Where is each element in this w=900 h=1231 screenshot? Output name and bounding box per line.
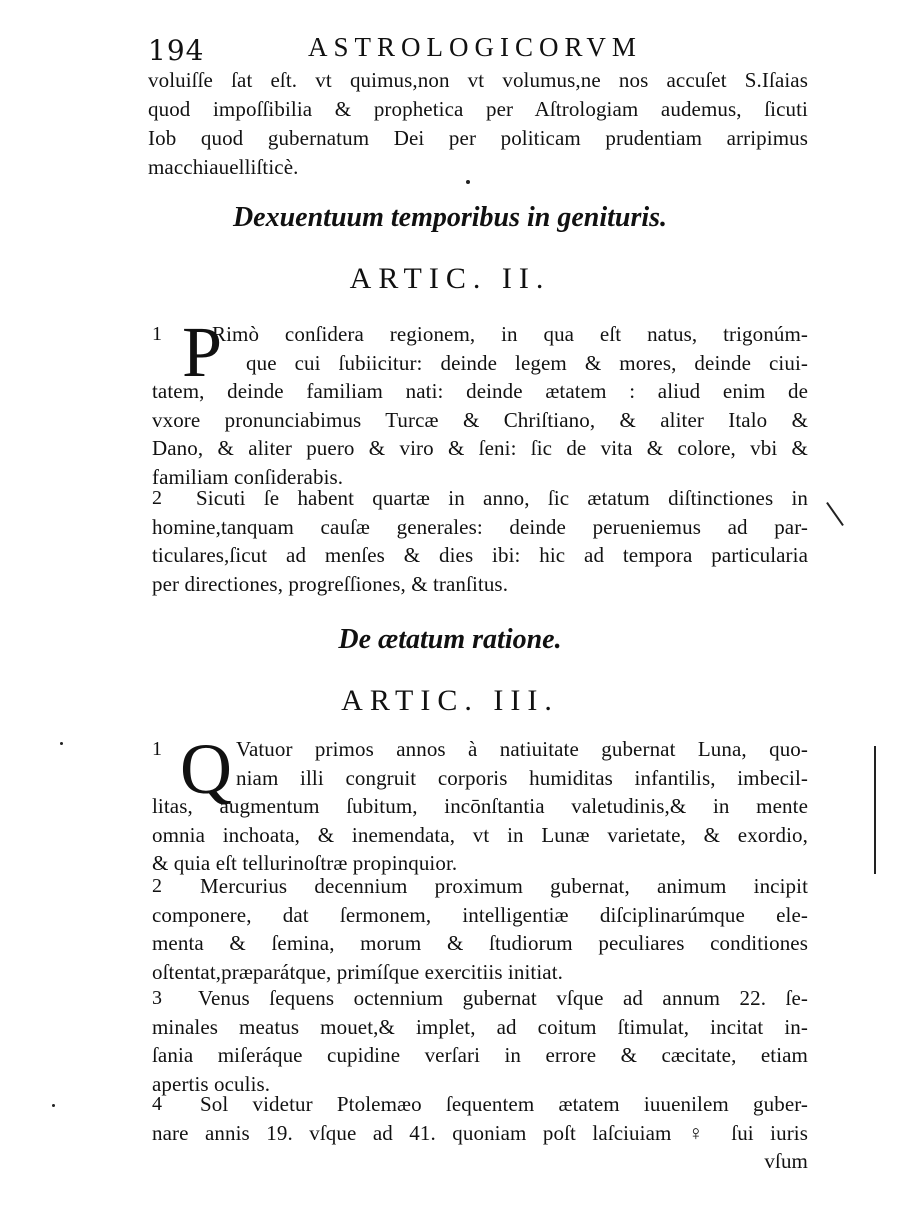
section-heading-1: Dexuentuum temporibus in genituris. [232,202,668,233]
article-heading-3: ARTIC. III. [341,684,559,717]
speck-mark [60,742,63,745]
text-line: macchiauelliſticè. [148,155,299,179]
text-line: tatem, deinde familiam nati: deinde ætatem : aliud enim de [152,379,808,403]
text-line: oſtentat,præparátque, primíſque exercitiis initiat. [152,959,563,984]
paragraph-3-3 [152,984,808,1100]
speck-mark [52,1104,55,1107]
catchword: vſum [764,1149,808,1173]
indented-lines [246,349,808,378]
text-line: que cui ſubiicitur: deinde legem & mores, deinde ciui- [246,350,808,375]
paragraph-number: 3 [152,987,162,1009]
full-lines [152,1119,808,1176]
indented-lines [198,984,808,1013]
text-line: litas, augmentum ſubitum, incōnſtantia valetudinis,& in mente [152,794,808,818]
text-line: familiam conſiderabis. [152,464,344,489]
paragraph-number: 4 [152,1093,162,1115]
drop-cap: Q [180,729,232,809]
margin-line-mark [874,746,876,874]
full-lines [152,792,808,878]
paragraph-2-2 [152,484,808,600]
text-line: Mercurius decennium proximum gubernat, animum incipit [200,874,808,898]
drop-cap: P [182,312,223,392]
text-line: Iob quod gubernatum Dei per politicam prudentiam arripimus [148,126,808,150]
text-line: Rimò conſidera regionem, in qua eſt natus, trigonúm- [212,322,808,346]
text-line: ticulares,ſicut ad menſes & dies ibi: hic ad tempora particularia [152,543,808,567]
paragraph-3-1 [152,729,808,880]
full-lines [152,1013,808,1099]
intro-paragraph [148,66,808,182]
paragraph-number: 1 [152,323,162,345]
text-line: nare annis 19. vſque ad 41. quoniam poſt laſciuiam ♀ ſui iuris [152,1120,808,1145]
indented-lines [196,484,808,513]
indented-lines [200,1090,808,1119]
full-lines [152,377,808,491]
text-line: Dano, & aliter puero & viro & ſeni: ſic de vita & colore, vbi & [152,436,808,460]
margin-tick-mark [826,502,844,526]
text-line: apertis oculis. [152,1071,271,1096]
text-line: Venus ſequens octennium gubernat vſque ad annum 22. ſe- [198,986,808,1010]
paragraph-3-4 [152,1090,808,1180]
paragraph-3-2 [152,872,808,988]
paragraph-number: 1 [152,738,162,760]
text-line: Vatuor primos annos à natiuitate gubernat Luna, quo- [236,737,808,761]
text-line: & quia eſt tellurinoſtræ propinquior. [152,851,458,875]
text-line: menta & ſemina, morum & ſtudiorum peculiares conditiones [152,931,808,955]
indented-lines [236,735,808,792]
text-line: minales meatus mouet,& implet, ad coitum ſtimulat, incitat in- [152,1014,808,1039]
text-line: homine,tanquam cauſæ generales: deinde perueniemus ad par- [152,514,808,539]
paragraph-number: 2 [152,487,162,509]
text-line: vxore pronunciabimus Turcæ & Chriſtiano, & aliter Italo & [152,407,808,432]
text-line: componere, dat ſermonem, intelligentiæ diſciplinarúmque ele- [152,902,808,927]
full-lines [152,901,808,987]
running-title: ASTROLOGICORVM [308,32,642,62]
text-line: voluiſſe ſat eſt. vt quimus,non vt volumus,ne nos accuſet S.Iſaias [148,68,808,92]
text-line: ſania miſeráque cupidine verſari in errore & cæcitate, etiam [152,1043,808,1067]
text-line: per directiones, progreſſiones, & tranſitus. [152,571,509,596]
text-line: niam illi congruit corporis humiditas infantilis, imbecil- [236,765,808,790]
text-line: omnia inchoata, & inemendata, vt in Lunæ varietate, & exordio, [152,822,808,847]
section-heading-2: De ætatum ratione. [338,624,562,655]
text-line: Sol videtur Ptolemæo ſequentem ætatem iuuenilem guber- [200,1092,808,1116]
full-lines [152,513,808,599]
running-head [148,30,808,68]
page-number: 194 [148,34,205,67]
indented-lines [212,320,808,349]
speck-mark [466,180,470,184]
text-line: quod impoſſibilia & prophetica per Aſtrologiam audemus, ſicuti [148,97,808,121]
text-line: Sicuti ſe habent quartæ in anno, ſic ætatum diſtinctiones in [196,486,808,510]
paragraph-2-1 [152,312,808,490]
paragraph-number: 2 [152,875,162,897]
indented-lines [200,872,808,901]
article-heading-2: ARTIC. II. [349,262,551,295]
